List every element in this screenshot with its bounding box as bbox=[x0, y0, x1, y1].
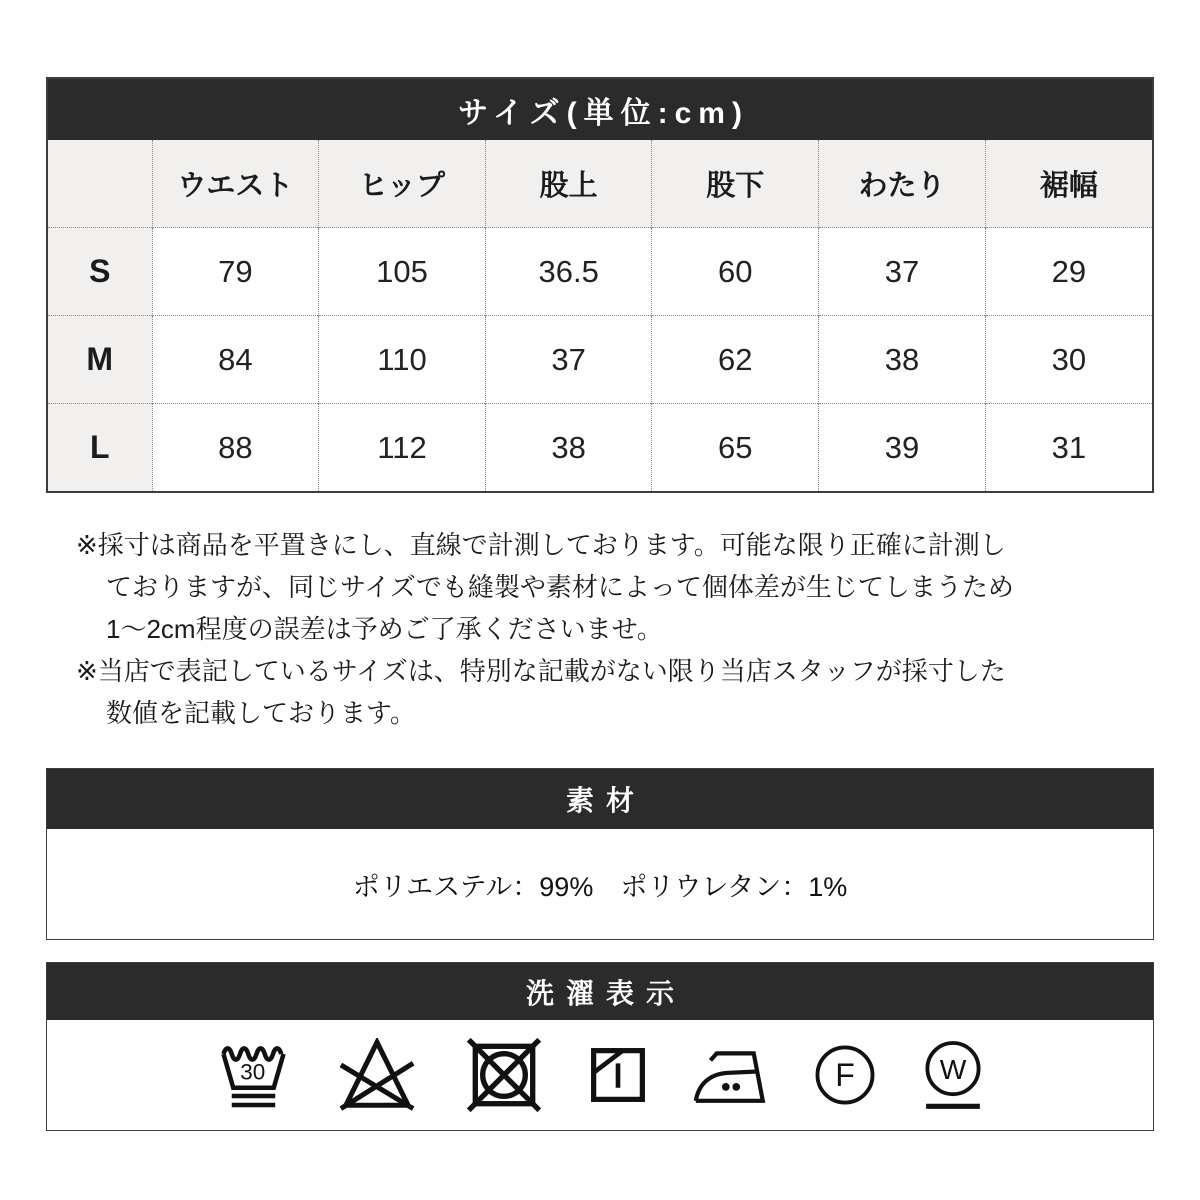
value-cell: 112 bbox=[319, 404, 486, 492]
value-cell: 88 bbox=[152, 404, 319, 492]
material-title: 素材 bbox=[47, 769, 1153, 829]
size-table-corner-cell bbox=[48, 140, 152, 228]
value-cell: 110 bbox=[319, 316, 486, 404]
care-title: 洗濯表示 bbox=[47, 963, 1153, 1020]
value-cell: 60 bbox=[652, 228, 819, 316]
measurement-notes bbox=[76, 524, 1154, 734]
value-cell: 38 bbox=[819, 316, 986, 404]
value-cell: 105 bbox=[319, 228, 486, 316]
value-cell: 39 bbox=[819, 404, 986, 492]
value-cell: 36.5 bbox=[485, 228, 652, 316]
note-line: 数値を記載しております。 bbox=[106, 698, 416, 728]
row-label-l: L bbox=[48, 404, 152, 492]
line-dry-in-shade-icon bbox=[589, 1046, 647, 1104]
column-header-waist: ウエスト bbox=[152, 140, 319, 228]
value-cell: 30 bbox=[985, 316, 1152, 404]
wash-30-gentle-icon bbox=[216, 1039, 291, 1111]
value-cell: 62 bbox=[652, 316, 819, 404]
care-symbols-row bbox=[47, 1020, 1153, 1130]
column-header-inseam: 股下 bbox=[652, 140, 819, 228]
svg-text:30: 30 bbox=[239, 1059, 265, 1085]
page-content bbox=[46, 0, 1154, 1131]
value-cell: 31 bbox=[985, 404, 1152, 492]
value-cell: 29 bbox=[985, 228, 1152, 316]
size-table bbox=[48, 140, 1152, 491]
value-cell: 84 bbox=[152, 316, 319, 404]
value-cell: 37 bbox=[819, 228, 986, 316]
iron-medium-icon bbox=[691, 1045, 769, 1105]
svg-text:F: F bbox=[834, 1056, 855, 1093]
value-cell: 37 bbox=[485, 316, 652, 404]
do-not-bleach-icon bbox=[335, 1038, 419, 1112]
row-label-s: S bbox=[48, 228, 152, 316]
table-row-l bbox=[48, 404, 1152, 492]
dry-clean-petroleum-icon bbox=[813, 1043, 877, 1107]
table-row-m bbox=[48, 316, 1152, 404]
do-not-tumble-dry-icon bbox=[463, 1034, 545, 1116]
size-table-header-row bbox=[48, 140, 1152, 228]
wet-clean-gentle-icon bbox=[921, 1039, 985, 1111]
value-cell: 79 bbox=[152, 228, 319, 316]
material-composition: ポリエステル：99% ポリウレタン：1% bbox=[352, 871, 848, 902]
table-row-s bbox=[48, 228, 1152, 316]
column-header-hip: ヒップ bbox=[319, 140, 486, 228]
value-cell: 65 bbox=[652, 404, 819, 492]
care-section bbox=[46, 962, 1154, 1131]
column-header-thigh: わたり bbox=[819, 140, 986, 228]
svg-text:W: W bbox=[939, 1053, 966, 1085]
note-line: 1〜2cm程度の誤差は予めご了承くださいませ。 bbox=[106, 614, 663, 644]
size-chart-section bbox=[46, 77, 1154, 493]
note-line: ※採寸は商品を平置きにし、直線で計測しております。可能な限り正確に計測し bbox=[76, 530, 1006, 560]
note-line: ※当店で表記しているサイズは、特別な記載がない限り当店スタッフが採寸した bbox=[76, 656, 1006, 686]
column-header-hem: 裾幅 bbox=[985, 140, 1152, 228]
value-cell: 38 bbox=[485, 404, 652, 492]
row-label-m: M bbox=[48, 316, 152, 404]
size-chart-title: サイズ(単位:cm) bbox=[48, 79, 1152, 140]
column-header-rise: 股上 bbox=[485, 140, 652, 228]
note-line: ておりますが、同じサイズでも縫製や素材によって個体差が生じてしまうため bbox=[106, 572, 1014, 602]
material-section bbox=[46, 768, 1154, 940]
